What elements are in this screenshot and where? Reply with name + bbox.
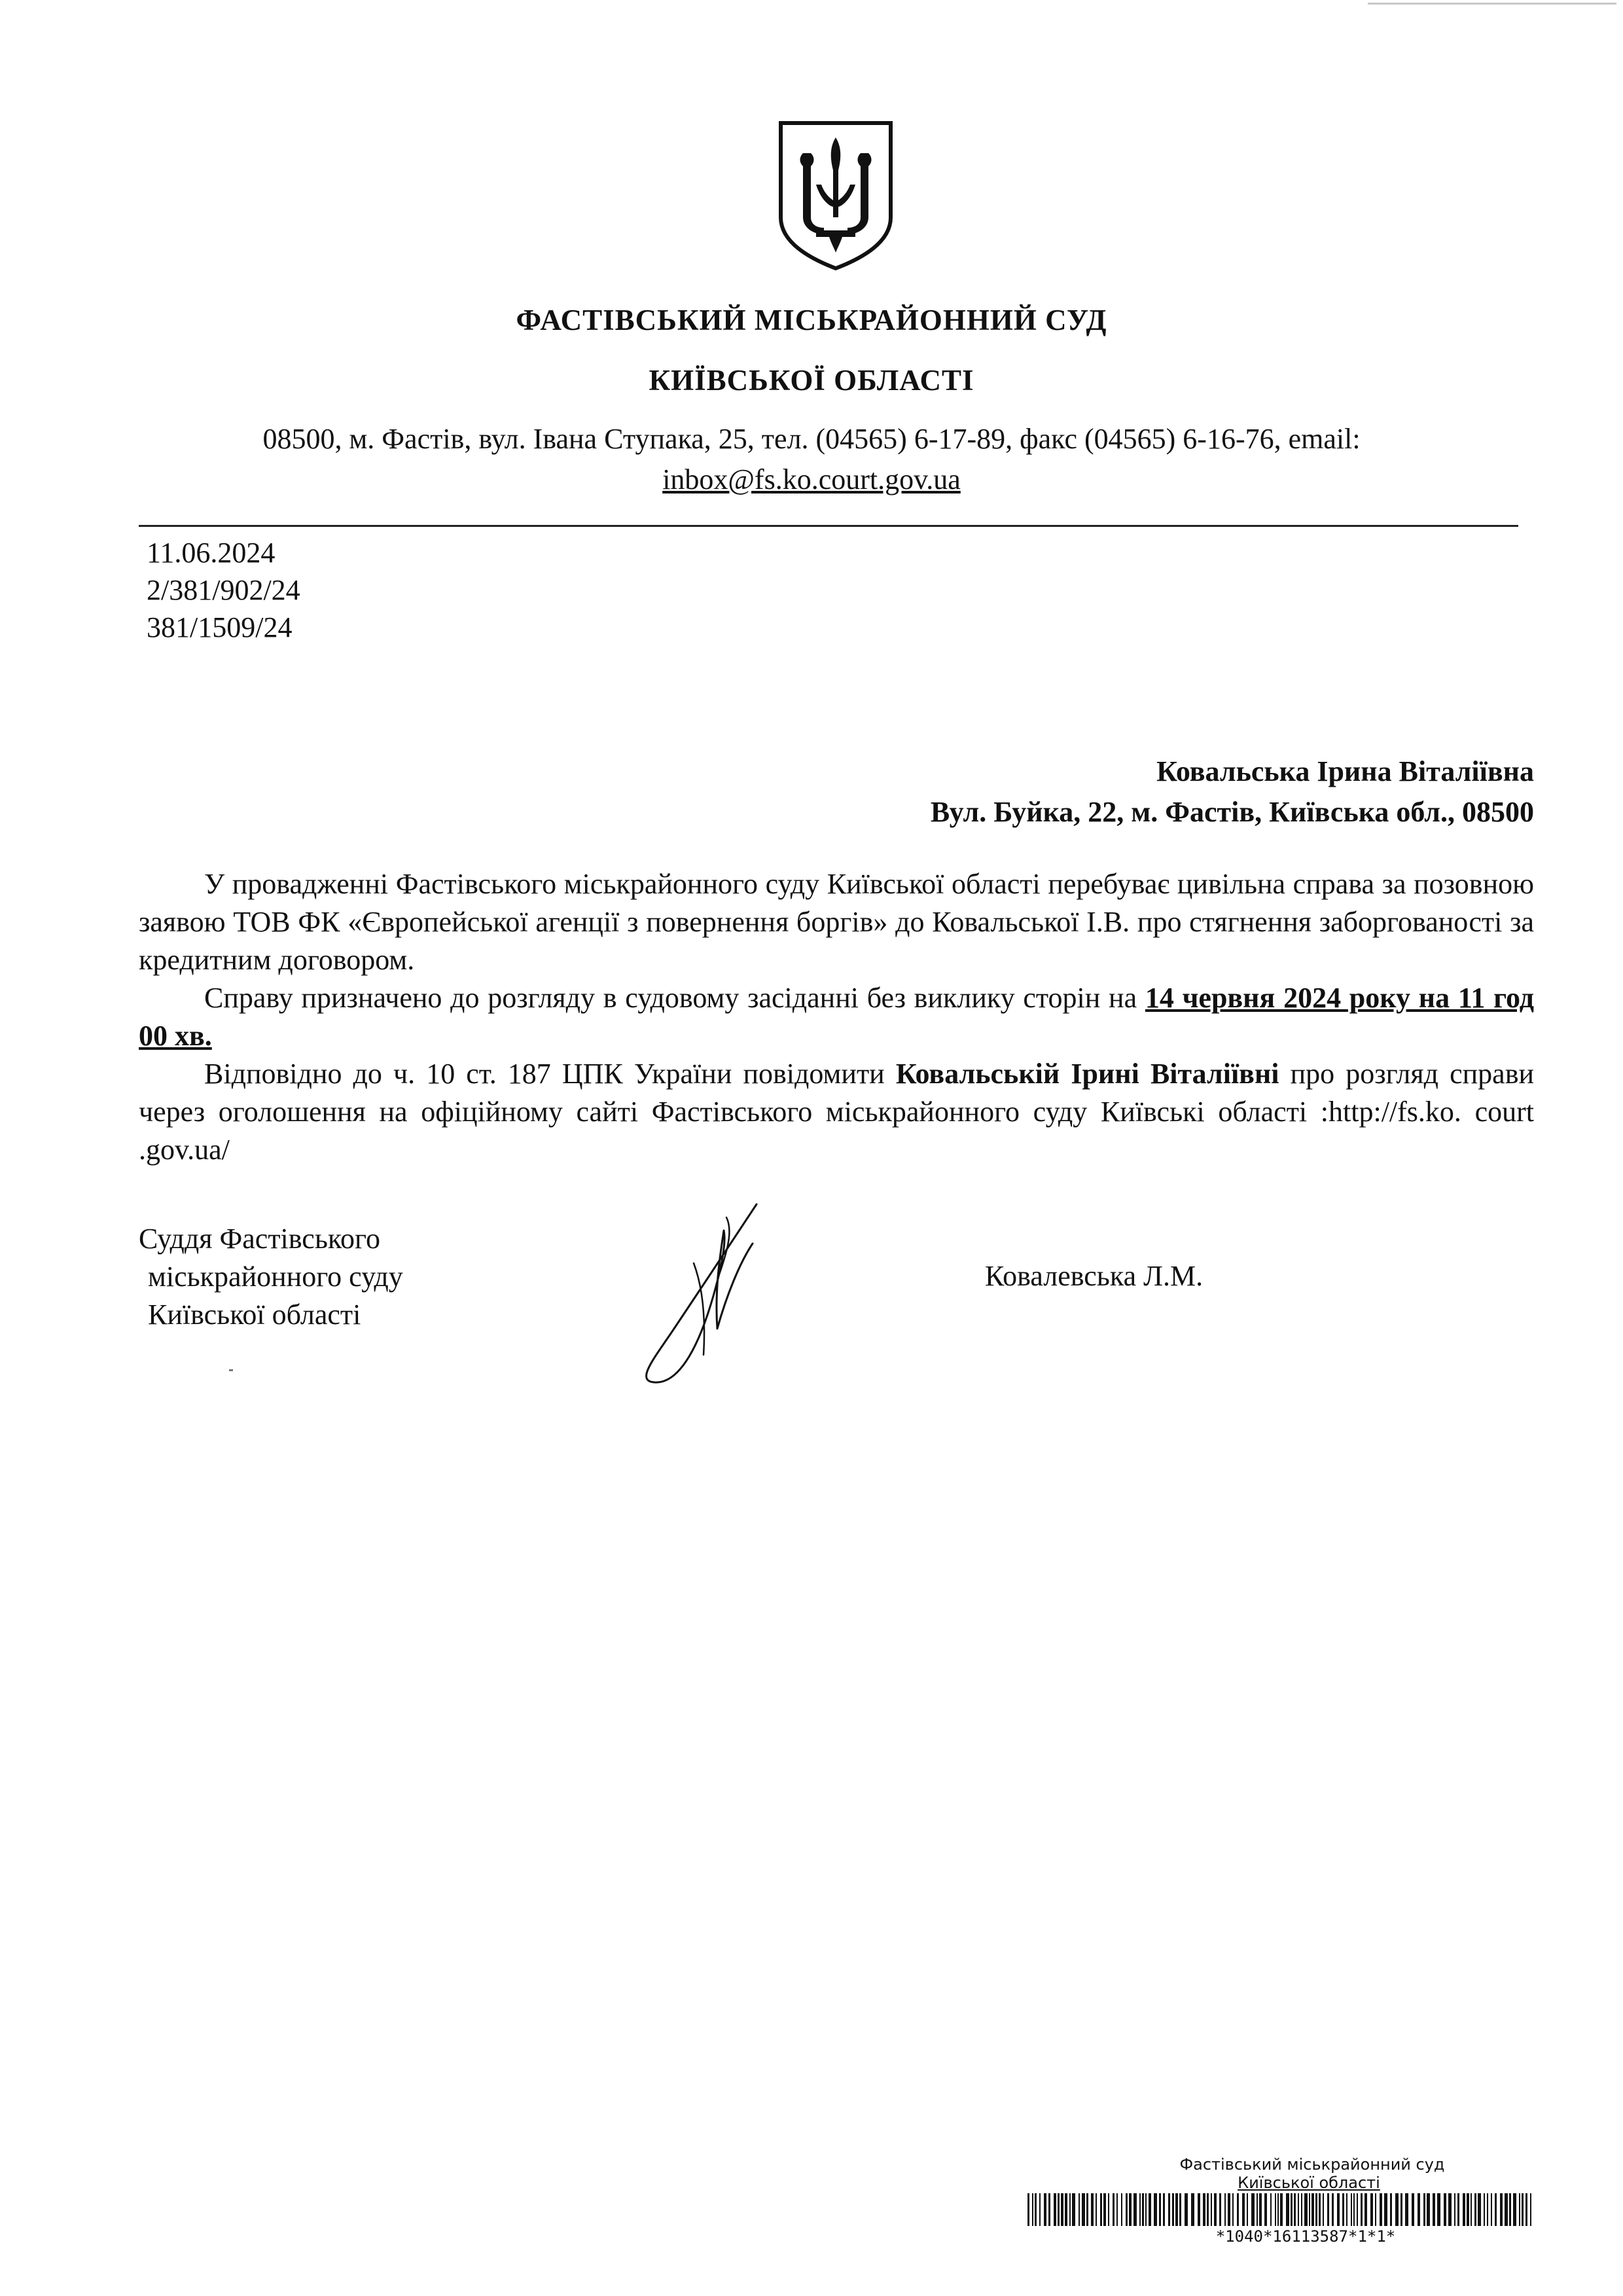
- document-date: 11.06.2024: [147, 537, 276, 569]
- contacts-line: 08500, м. Фастів, вул. Івана Ступака, 25, тел. (04565) 6-17-89, факс (04565) 6-16-76, email:: [262, 423, 1361, 455]
- header-separator: [139, 525, 1518, 527]
- top-edge-rule: [1368, 3, 1616, 5]
- hearing-text: Справу призначено до розгляду в судовому засіданні без виклику сторін на: [204, 982, 1145, 1014]
- court-name-line1: ФАСТІВСЬКИЙ МІСЬКРАЙОННИЙ СУД: [516, 304, 1107, 336]
- ukraine-trident-emblem-icon: [777, 119, 895, 271]
- handwritten-signature: [628, 1191, 772, 1388]
- judge-title: [139, 1220, 403, 1334]
- scan-dot: [229, 1369, 233, 1371]
- barcode-number: *1040*16113587*1*1*: [1215, 2227, 1396, 2246]
- barcode-icon: [1027, 2193, 1531, 2226]
- paragraph-case: У провадженні Фастівського міськрайонного суду Київської області перебуває цивільна справа за позовною заявою ТОВ ФК «Європейської агенції з повернення боргів» до Ковальської І.В. про стягнення заборгованості за кредитним договором.: [139, 868, 1534, 976]
- addressee-block: [931, 751, 1534, 833]
- judge-title-line3: Київської області: [148, 1299, 361, 1331]
- notice-text-end: про розгляд справи через оголошення на офіційному сайті Фастівського міськрайонного суду Київські області :http://fs.ko. court .gov.ua/: [139, 1058, 1535, 1166]
- addressee-name: Ковальська Ірина Віталіївна: [1156, 755, 1534, 787]
- case-number: 2/381/902/24: [147, 574, 300, 606]
- court-name-line2: КИЇВСЬКОЇ ОБЛАСТІ: [649, 364, 974, 397]
- document-references: [147, 534, 300, 646]
- registry-stamp: [1021, 2155, 1551, 2246]
- stamp-region: Київської області: [1238, 2174, 1380, 2192]
- addressee-address: Вул. Буйка, 22, м. Фастів, Київська обл., 08500: [930, 796, 1534, 828]
- notice-text-start: Відповідно до ч. 10 ст. 187 ЦПК України повідомити: [204, 1058, 896, 1090]
- proceeding-number: 381/1509/24: [147, 611, 293, 643]
- hearing-datetime: 14 червня 2024 року на 11 год 00 хв.: [139, 982, 1535, 1052]
- judge-title-line2: міськрайонного суду: [148, 1261, 403, 1293]
- paragraph-notice: [139, 1055, 1534, 1169]
- paragraph-hearing: [139, 979, 1534, 1055]
- email-link[interactable]: inbox@fs.ko.court.gov.ua: [662, 463, 961, 495]
- judge-title-line1: Суддя Фастівського: [139, 1223, 380, 1255]
- court-contacts: [164, 419, 1459, 500]
- stamp-court-name: Фастівський міськрайонний суд: [1179, 2155, 1445, 2174]
- judge-name: Ковалевська Л.М.: [985, 1260, 1204, 1292]
- letter-body: [139, 865, 1534, 1169]
- notice-defendant-name: Ковальській Ірині Віталіївні: [895, 1058, 1279, 1090]
